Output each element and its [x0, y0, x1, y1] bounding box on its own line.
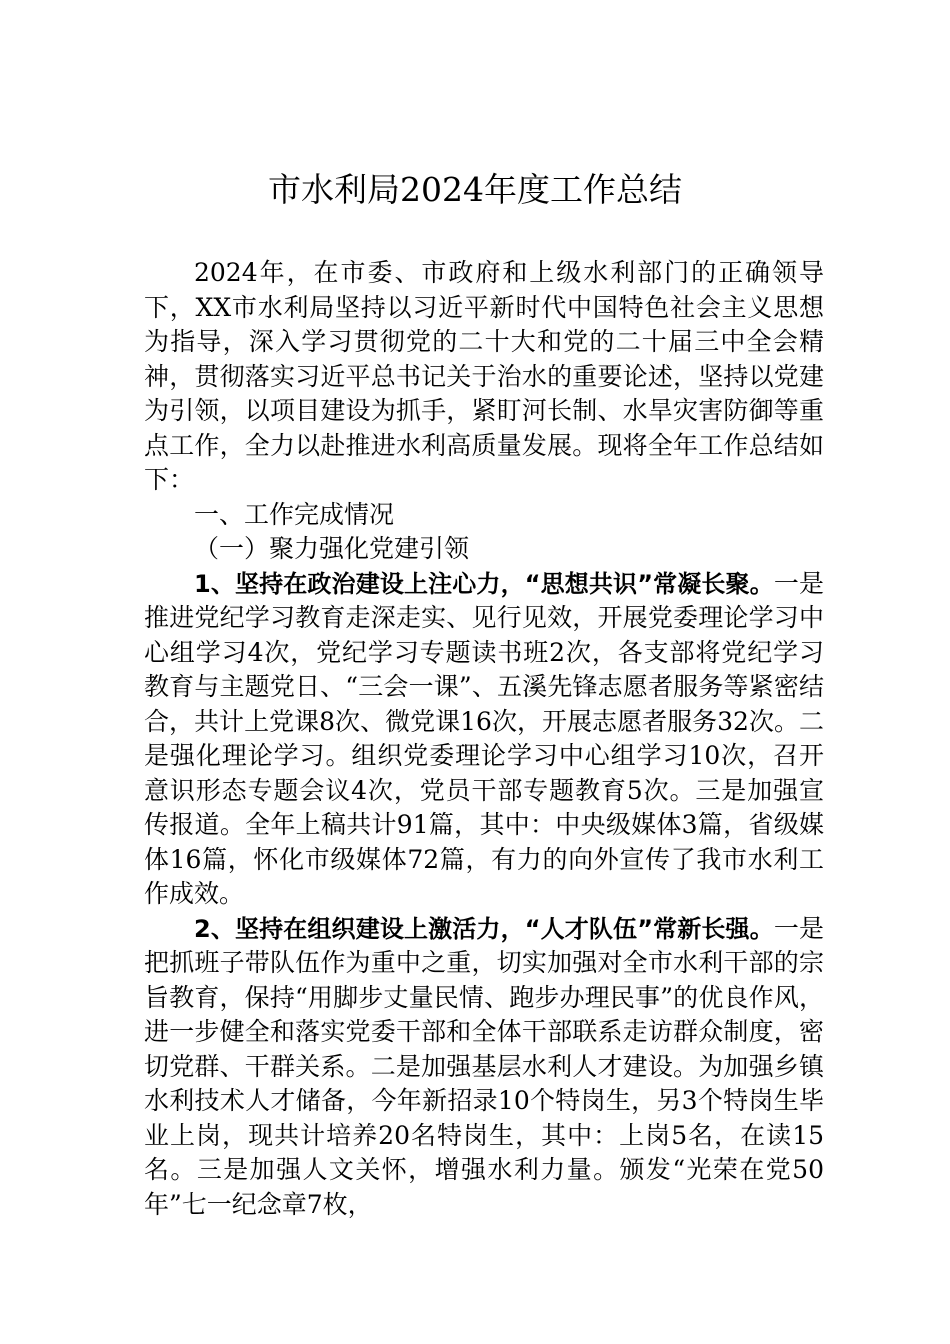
document-title: 市水利局2024年度工作总结 — [268, 170, 682, 209]
document-body — [144, 256, 824, 1222]
subsection-heading: （一）聚力强化党建引领 — [194, 534, 470, 563]
item-2-body: 一是把抓班子带队伍作为重中之重，切实加强对全市水利干部的宗旨教育，保持“用脚步丈量民情、跑步办理民事”的优良作风，进一步健全和落实党委干部和全体干部联系走访群众制度，密切党群、干群关系。二是加强基层水利人才建设。为加强乡镇水利技术人才储备，今年新招录10个特岗生，另3个特岗生毕业上岗，现共计培养20名特岗生，其中：上岗5名，在读15名。三是加强人文关怀，增强水利力量。颁发“光荣在党50年”七一纪念章7枚， — [144, 913, 824, 1219]
intro-paragraph: 2024年，在市委、市政府和上级水利部门的正确领导下，XX市水利局坚持以习近平新时代中国特色社会主义思想为指导，深入学习贯彻党的二十大和党的二十届三中全会精神，贯彻落实习近平总书记关于治水的重要论述，坚持以党建为引领，以项目建设为抓手，紧盯河长制、水旱灾害防御等重点工作，全力以赴推进水利高质量发展。现将全年工作总结如下： — [144, 258, 824, 494]
item-2-heading: 2、坚持在组织建设上激活力，“人才队伍”常新长强。 — [194, 914, 774, 943]
item-1-paragraph — [144, 567, 824, 912]
item-1-heading: 1、坚持在政治建设上注心力，“思想共识”常凝长聚。 — [194, 569, 774, 598]
section-heading: 一、工作完成情况 — [194, 499, 395, 529]
item-2-paragraph — [144, 912, 824, 1223]
item-1-body: 一是推进党纪学习教育走深走实、见行见效，开展党委理论学习中心组学习4次，党纪学习专题读书班2次，各支部将党纪学习教育与主题党日、“三会一课”、五溪先锋志愿者服务等紧密结合，共计上党课8次、微党课16次，开展志愿者服务32次。二是强化理论学习。组织党委理论学习中心组学习10次，召开意识形态专题会议4次，党员干部专题教育5次。三是加强宣传报道。全年上稿共计91篇，其中：中央级媒体3篇，省级媒体16篇，怀化市级媒体72篇，有力的向外宣传了我市水利工作成效。 — [144, 568, 824, 908]
